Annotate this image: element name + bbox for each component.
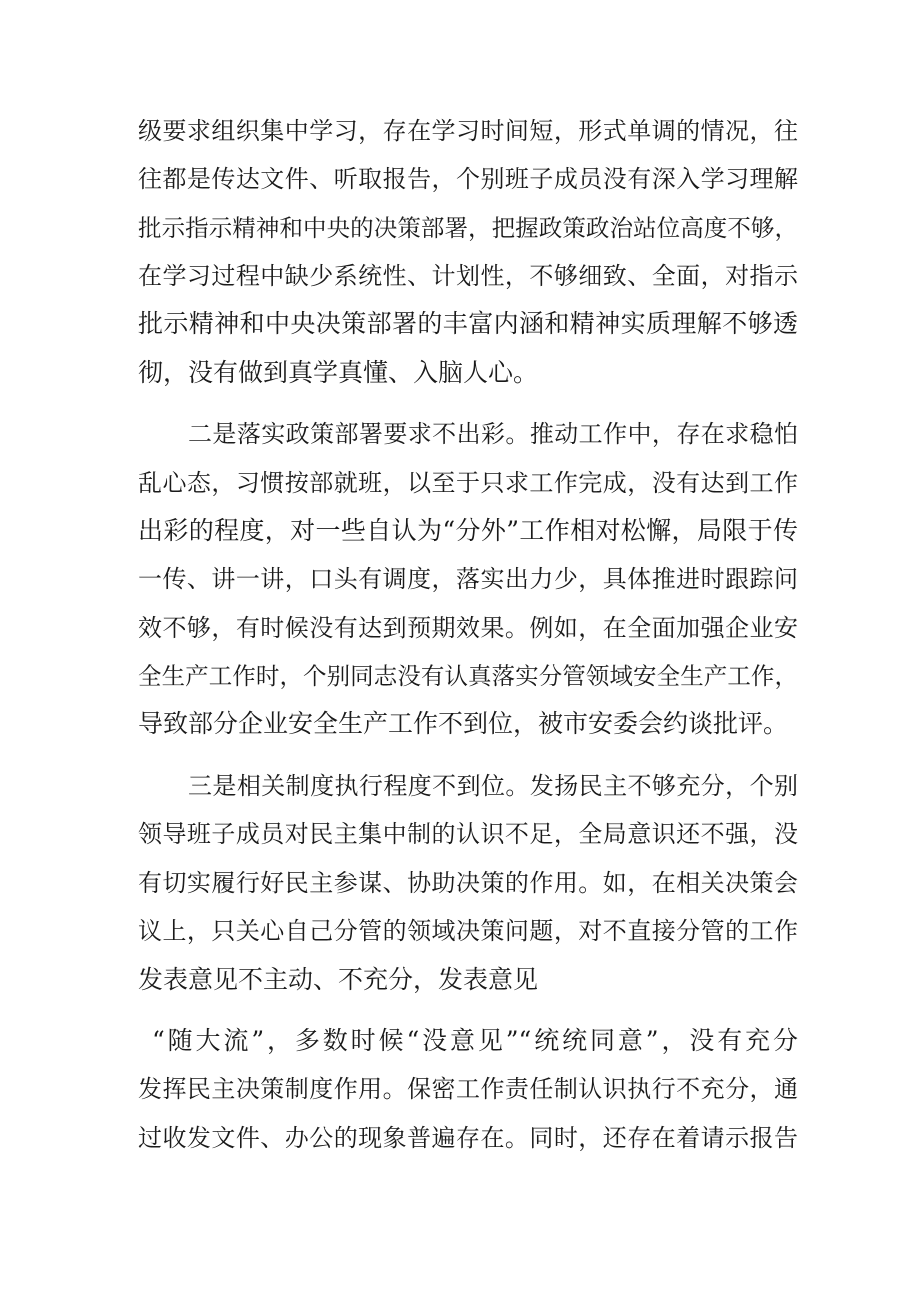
text-line: 过收发文件、办公的现象普遍存在。同时，还存在着请示报告 xyxy=(138,1124,798,1152)
text-line: “随大流”，多数时候“没意见”“统统同意”，没有充分 xyxy=(152,1026,798,1055)
text-line: 效不够，有时候没有达到预期效果。例如，在全面加强企业安 xyxy=(138,614,798,642)
text-line: 议上，只关心自己分管的领域决策问题，对不直接分管的工作 xyxy=(138,917,798,945)
text-line: 全生产工作时，个别同志没有认真落实分管领域安全生产工作， xyxy=(138,662,798,690)
text-line: 领导班子成员对民主集中制的认识不足，全局意识还不强，没 xyxy=(138,820,798,848)
text-line: 导致部分企业安全生产工作不到位，被市安委会约谈批评。 xyxy=(138,709,789,738)
text-line: 彻，没有做到真学真懂、入脑人心。 xyxy=(138,358,539,387)
text-line: 发表意见不主动、不充分，发表意见 xyxy=(138,965,539,994)
text-line: 发挥民主决策制度作用。保密工作责任制认识执行不充分，通 xyxy=(138,1075,798,1103)
text-line: 乱心态，习惯按部就班，以至于只求工作完成，没有达到工作 xyxy=(138,469,798,497)
text-line: 级要求组织集中学习，存在学习时间短，形式单调的情况，往 xyxy=(138,117,798,145)
text-line: 批示指示精神和中央的决策部署，把握政策政治站位高度不够， xyxy=(138,214,798,242)
text-line: 批示精神和中央决策部署的丰富内涵和精神实质理解不够透 xyxy=(138,309,798,338)
text-line: 一传、讲一讲，口头有调度，落实出力少，具体推进时跟踪问 xyxy=(138,565,798,593)
text-line: 二是落实政策部署要求不出彩。推动工作中，存在求稳怕 xyxy=(188,420,798,448)
text-line: 出彩的程度，对一些自认为“分外”工作相对松懈，局限于传 xyxy=(138,516,798,545)
text-line: 在学习过程中缺少系统性、计划性，不够细致、全面，对指示 xyxy=(138,262,798,290)
text-line: 三是相关制度执行程度不到位。发扬民主不够充分，个别 xyxy=(188,772,798,800)
text-line: 往都是传达文件、听取报告，个别班子成员没有深入学习理解 xyxy=(138,165,798,193)
text-line: 有切实履行好民主参谋、协助决策的作用。如，在相关决策会 xyxy=(138,869,798,897)
